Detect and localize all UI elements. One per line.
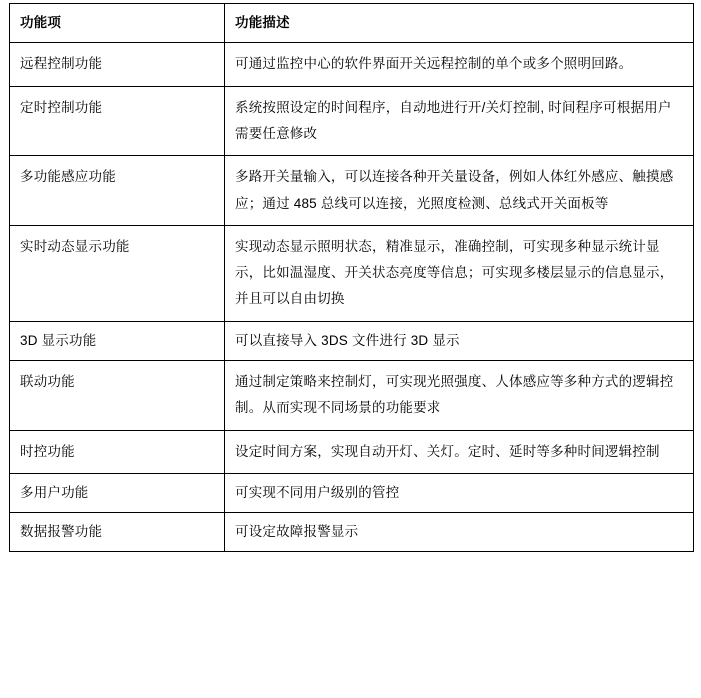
cell-function-description: 通过制定策略来控制灯，可实现光照强度、人体感应等多种方式的逻辑控制。从而实现不同场景的功能要求 [225,361,694,431]
cell-function-item: 3D 显示功能 [10,321,225,360]
document-page [0,3,701,698]
cell-function-description: 可设定故障报警显示 [225,513,694,552]
cell-function-description: 多路开关量输入，可以连接各种开关量设备，例如人体红外感应、触摸感应；通过 485 总线可以连接，光照度检测、总线式开关面板等 [225,156,694,226]
table-row [10,225,694,321]
table-row [10,321,694,360]
table-row [10,361,694,431]
table-row [10,86,694,156]
cell-function-description: 可通过监控中心的软件界面开关远程控制的单个或多个照明回路。 [225,43,694,86]
column-header-function-description: 功能描述 [225,4,694,43]
cell-function-description: 系统按照设定的时间程序，自动地进行开/关灯控制, 时间程序可根据用户需要任意修改 [225,86,694,156]
cell-function-description: 可以直接导入 3DS 文件进行 3D 显示 [225,321,694,360]
table-row [10,43,694,86]
cell-function-item: 定时控制功能 [10,86,225,156]
table-row [10,473,694,512]
cell-function-item: 时控功能 [10,430,225,473]
table-header-row [10,4,694,43]
cell-function-description: 设定时间方案，实现自动开灯、关灯。定时、延时等多种时间逻辑控制 [225,430,694,473]
cell-function-description: 实现动态显示照明状态，精准显示，准确控制，可实现多种显示统计显示，比如温湿度、开关状态亮度等信息；可实现多楼层显示的信息显示，并且可以自由切换 [225,225,694,321]
cell-function-item: 远程控制功能 [10,43,225,86]
cell-function-description: 可实现不同用户级别的管控 [225,473,694,512]
cell-function-item: 多用户功能 [10,473,225,512]
cell-function-item: 实时动态显示功能 [10,225,225,321]
column-header-function-item: 功能项 [10,4,225,43]
table-row [10,156,694,226]
cell-function-item: 联动功能 [10,361,225,431]
table-row [10,430,694,473]
table-row [10,513,694,552]
cell-function-item: 多功能感应功能 [10,156,225,226]
table-body [10,43,694,552]
cell-function-item: 数据报警功能 [10,513,225,552]
feature-table [9,3,694,552]
table-header [10,4,694,43]
